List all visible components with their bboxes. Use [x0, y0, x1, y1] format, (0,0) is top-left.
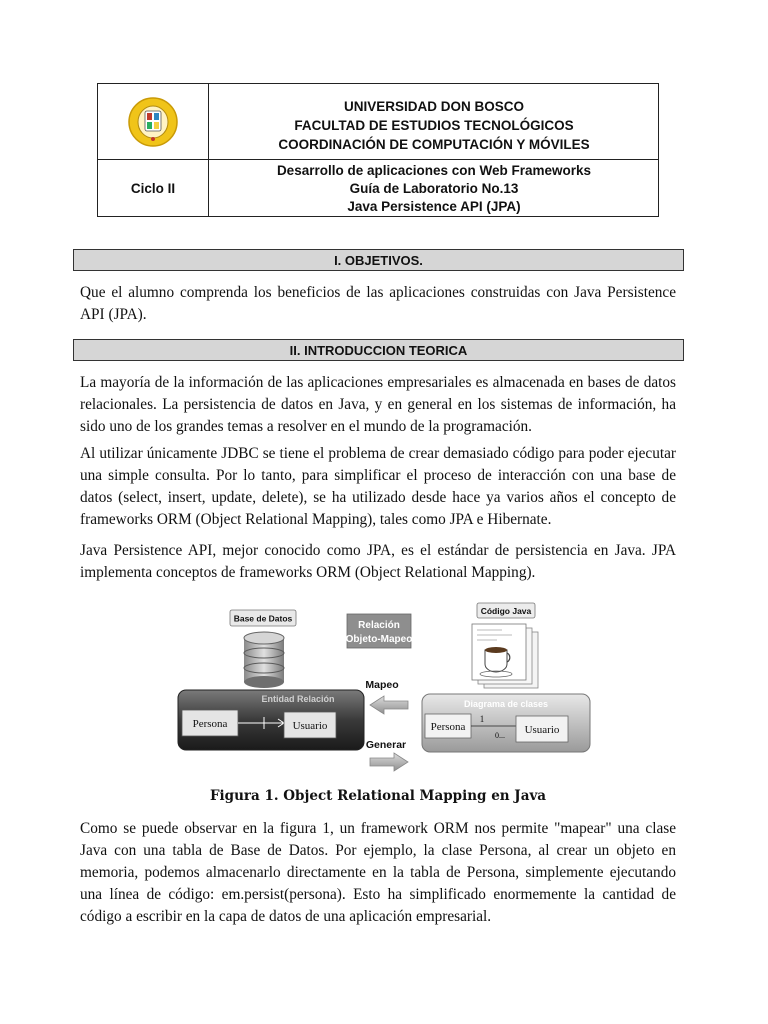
course-block [209, 160, 659, 217]
relation-banner [346, 614, 413, 648]
java-code-label: Código Java [480, 606, 532, 616]
cycle-label: Ciclo II [130, 181, 176, 196]
multiplicity-many: 0... [495, 731, 505, 740]
class-diagram-box [422, 694, 590, 752]
header-table [97, 83, 659, 217]
class-persona-label: Persona [430, 721, 466, 733]
generar-label: Generar [365, 739, 407, 751]
relation-title-2: Objeto-Mapeo [345, 634, 413, 645]
coordination-name: COORDINACIÓN DE COMPUTACIÓN Y MÓVILES [278, 136, 590, 152]
database-icon [244, 632, 284, 688]
guide-topic: Java Persistence API (JPA) [347, 198, 521, 214]
objectives-text: Que el alumno comprenda los beneficios de las aplicaciones construidas con Java Persistence API (JPA). [80, 284, 676, 323]
intro-paragraph-3: Java Persistence API, mejor conocido como JPA, es el estándar de persistencia en Java. JPA implementa conceptos de frameworks ORM (Object Relational Mapping). [80, 542, 676, 581]
java-code-illustration [472, 603, 538, 688]
db-label: Base de Datos [233, 613, 293, 624]
university-logo [112, 96, 194, 148]
institution-block [209, 92, 659, 158]
class-diagram-label: Diagrama de clases [463, 699, 549, 709]
faculty-name: FACULTAD DE ESTUDIOS TECNOLÓGICOS [294, 117, 574, 133]
intro-heading: II. INTRODUCCION TEORICA [73, 339, 684, 361]
university-name: UNIVERSIDAD DON BOSCO [343, 98, 524, 114]
generar-arrow [366, 739, 408, 771]
intro-paragraph-4: Como se puede observar en la figura 1, un framework ORM nos permite "mapear" una clase Java con una tabla de Base de Datos. Por ejemplo, la clase Persona, al crear un objeto en memoria, podemos almacenarlo directamente en la tabla de Persona, simplemente ejecutando una línea de código: em.persist(persona). Esto ha simplificado enormemente la cantidad de código a escribir en la capa de datos de una aplicación empresarial. [80, 820, 676, 925]
mapeo-arrow [365, 679, 408, 714]
class-usuario-label: Usuario [524, 724, 560, 736]
intro-paragraph-2: Al utilizar únicamente JDBC se tiene el problema de crear demasiado código para poder ejecutar una simple consulta. Por lo tanto, para simplificar el proceso de interacción con una base de datos (select, insert, update, delete), se ha utilizado desde hace ya varios años el concepto de frameworks ORM (Object Relational Mapping), tales como JPA e Hibernate. [80, 445, 676, 528]
entity-persona-label: Persona [192, 718, 228, 730]
figure-caption: Figura 1. Object Relational Mapping en Java [209, 788, 547, 804]
course-name: Desarrollo de aplicaciones con Web Frameworks [276, 162, 592, 178]
entity-relation-box [178, 690, 364, 750]
mapeo-label: Mapeo [365, 679, 399, 691]
multiplicity-one: 1 [479, 714, 485, 724]
db-label-box [230, 610, 296, 626]
relation-title-1: Relación [358, 620, 400, 631]
entity-usuario-label: Usuario [292, 720, 328, 732]
entity-label: Entidad Relación [261, 694, 335, 704]
objectives-heading: I. OBJETIVOS. [73, 249, 684, 271]
guide-number: Guía de Laboratorio No.13 [349, 180, 519, 196]
intro-paragraph-1: La mayoría de la información de las aplicaciones empresariales es almacenada en bases de datos relacionales. La persistencia de datos en Java, y en general en los sistemas de información, ha sido uno de los grandes temas a resolver en el mundo de la programación. [80, 374, 676, 435]
orm-figure [172, 598, 592, 778]
